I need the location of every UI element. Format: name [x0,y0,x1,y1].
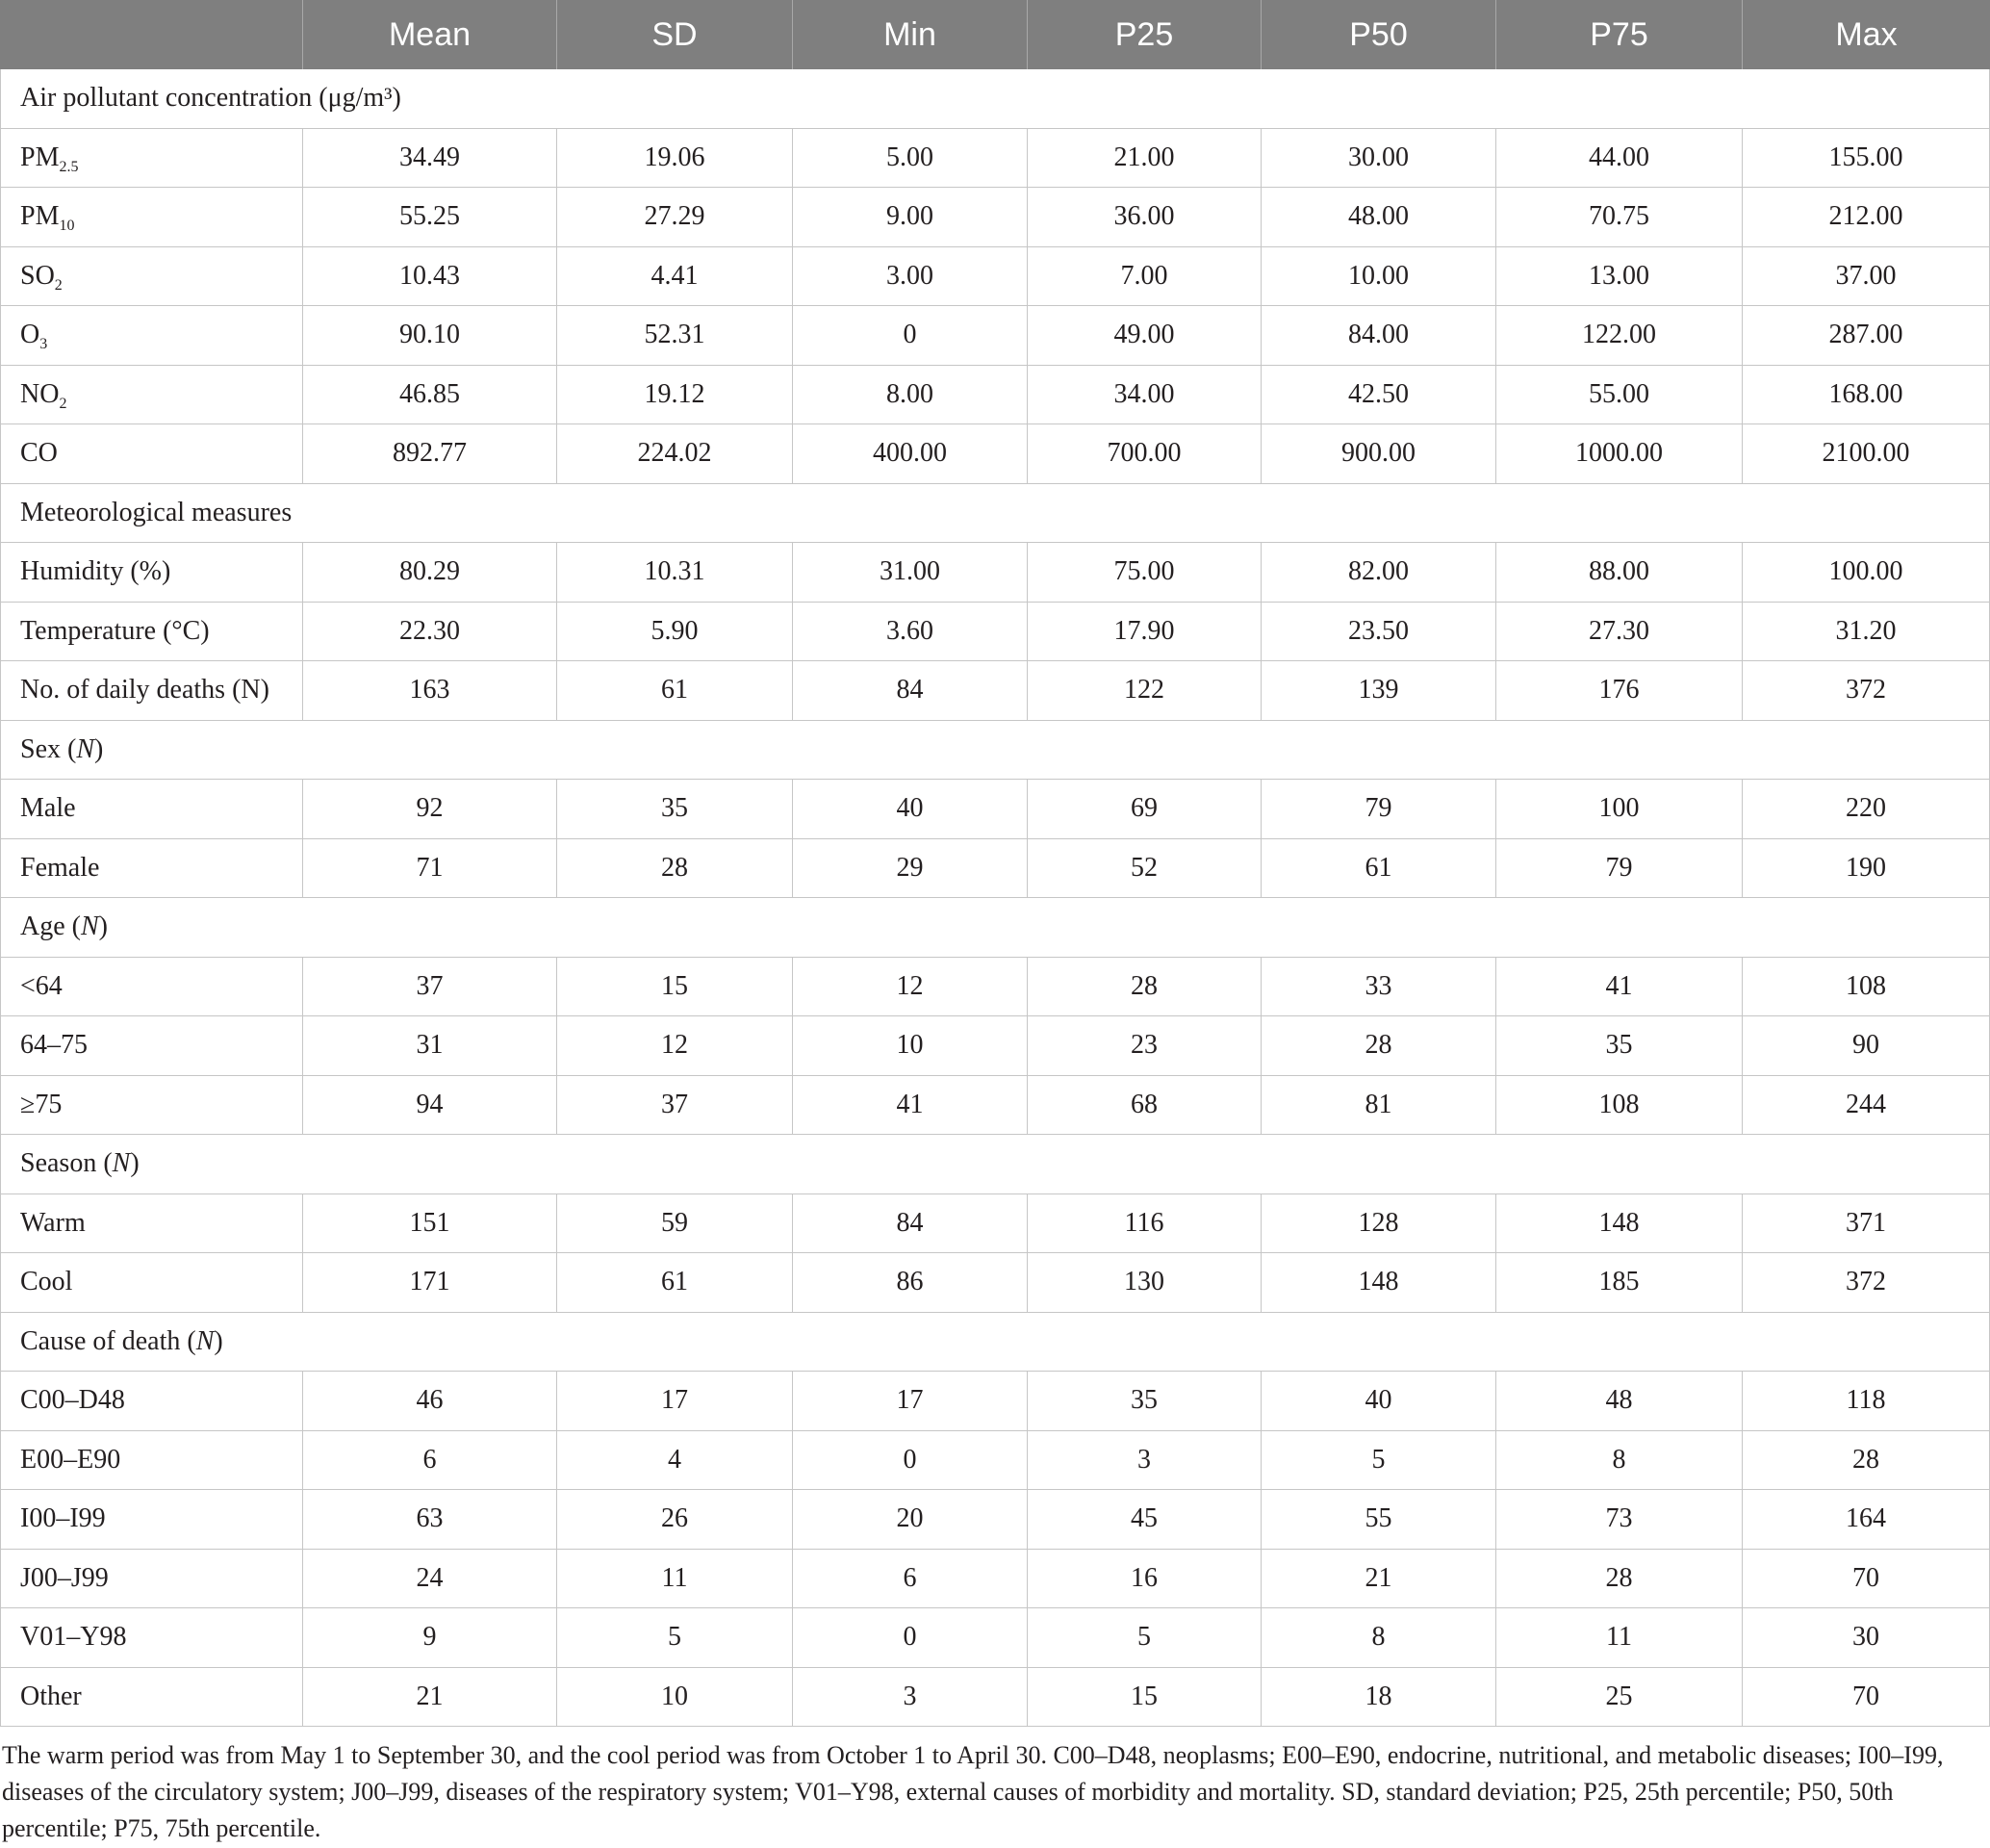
cell-sd: 37 [557,1076,793,1135]
section-title [0,721,1990,780]
cell-min: 12 [793,958,1028,1016]
cell-mean: 24 [303,1550,557,1608]
column-header-p25: P25 [1028,0,1262,69]
cell-sd: 10 [557,1668,793,1727]
cell-min: 40 [793,780,1028,838]
table-row [0,366,1990,425]
row-label-text: J00–J99 [20,1562,109,1593]
cell-p25: 28 [1028,958,1262,1016]
cell-sd: 28 [557,839,793,898]
table-row [0,1668,1990,1728]
cell-max: 164 [1743,1490,1990,1549]
section-header-row [0,721,1990,781]
cell-mean: 46 [303,1372,557,1430]
cell-max: 372 [1743,1253,1990,1312]
row-label-text: Male [20,793,76,823]
cell-p75: 41 [1496,958,1743,1016]
table-row [0,543,1990,603]
table-row [0,958,1990,1017]
cell-min: 0 [793,306,1028,365]
cell-max: 168.00 [1743,366,1990,424]
row-label-text: Warm [20,1207,86,1238]
cell-min: 84 [793,661,1028,720]
cell-p75: 73 [1496,1490,1743,1549]
table-row [0,1431,1990,1491]
row-label-text: No. of daily deaths (N) [20,675,269,705]
cell-max: 28 [1743,1431,1990,1490]
table-row [0,603,1990,662]
row-label [0,1668,303,1727]
cell-p25: 122 [1028,661,1262,720]
cell-max: 2100.00 [1743,424,1990,483]
cell-p25: 35 [1028,1372,1262,1430]
section-title-text: Age ( [20,911,81,941]
cell-p75: 88.00 [1496,543,1743,602]
table-row [0,188,1990,247]
cell-sd: 10.31 [557,543,793,602]
row-label-text: 64–75 [20,1030,88,1060]
cell-max: 155.00 [1743,129,1990,188]
cell-min: 0 [793,1431,1028,1490]
row-label [0,247,303,306]
row-label [0,1550,303,1608]
row-label [0,1372,303,1430]
cell-p50: 8 [1262,1608,1496,1667]
cell-sd: 11 [557,1550,793,1608]
cell-sd: 224.02 [557,424,793,483]
section-title-text: Air pollutant concentration (μg/m³) [20,83,401,113]
row-label-subscript: 3 [39,336,48,352]
cell-min: 3.60 [793,603,1028,661]
column-header-sd: SD [557,0,793,69]
cell-p25: 15 [1028,1668,1262,1727]
row-label-text: Female [20,852,100,883]
section-title-text: ) [94,733,104,764]
cell-p25: 700.00 [1028,424,1262,483]
cell-p50: 21 [1262,1550,1496,1608]
row-label [0,1608,303,1667]
cell-max: 100.00 [1743,543,1990,602]
row-label-subscript: 2 [54,276,63,294]
cell-sd: 17 [557,1372,793,1430]
cell-p25: 17.90 [1028,603,1262,661]
cell-p50: 900.00 [1262,424,1496,483]
cell-max: 118 [1743,1372,1990,1430]
cell-sd: 27.29 [557,188,793,246]
cell-min: 5.00 [793,129,1028,188]
cell-mean: 22.30 [303,603,557,661]
cell-p25: 23 [1028,1016,1262,1075]
cell-sd: 5.90 [557,603,793,661]
row-label-text: PM [20,141,60,172]
table-row [0,1253,1990,1313]
cell-sd: 35 [557,780,793,838]
cell-p75: 185 [1496,1253,1743,1312]
cell-p50: 42.50 [1262,366,1496,424]
row-label [0,1253,303,1312]
table-row [0,247,1990,307]
cell-p25: 49.00 [1028,306,1262,365]
cell-min: 3.00 [793,247,1028,306]
cell-min: 84 [793,1194,1028,1253]
section-header-row [0,1135,1990,1194]
cell-p50: 79 [1262,780,1496,838]
row-label [0,366,303,424]
row-label-text: O [20,320,40,349]
row-label-text: Temperature (°C) [20,615,210,646]
table-body [0,69,1990,1727]
cell-mean: 90.10 [303,306,557,365]
cell-p75: 100 [1496,780,1743,838]
cell-sd: 59 [557,1194,793,1253]
cell-p50: 81 [1262,1076,1496,1135]
section-title [0,484,1990,543]
cell-max: 31.20 [1743,603,1990,661]
section-title-text: ) [98,911,108,941]
cell-p25: 36.00 [1028,188,1262,246]
cell-mean: 9 [303,1608,557,1667]
cell-sd: 61 [557,1253,793,1312]
cell-p75: 148 [1496,1194,1743,1253]
cell-max: 212.00 [1743,188,1990,246]
table-row [0,306,1990,366]
cell-min: 3 [793,1668,1028,1727]
cell-p25: 45 [1028,1490,1262,1549]
cell-p50: 61 [1262,839,1496,898]
cell-p25: 69 [1028,780,1262,838]
section-title-text: ) [130,1148,140,1178]
cell-min: 9.00 [793,188,1028,246]
row-label-text: C00–D48 [20,1385,125,1415]
section-title-text: Cause of death ( [20,1325,196,1356]
table-footnote: The warm period was from May 1 to September 30, and the cool period was from October 1 to April 30. C00–D48, neoplasms; E00–E90, endocrine, nutritional, and metabolic diseases; I00–I99, diseases of the circulatory system; J00–J99, diseases of the respiratory system; V01–Y98, external causes of morbidity and mortality. SD, standard deviation; P25, 25th percentile; P50, 50th percentile; P75, 75th percentile. [2,1741,1944,1842]
cell-mean: 92 [303,780,557,838]
section-header-row [0,484,1990,544]
cell-sd: 61 [557,661,793,720]
table-row [0,1490,1990,1550]
row-label [0,1431,303,1490]
cell-min: 29 [793,839,1028,898]
cell-mean: 55.25 [303,188,557,246]
cell-max: 220 [1743,780,1990,838]
cell-p50: 84.00 [1262,306,1496,365]
cell-min: 17 [793,1372,1028,1430]
row-label [0,1194,303,1253]
cell-mean: 151 [303,1194,557,1253]
cell-p50: 18 [1262,1668,1496,1727]
table-row [0,1016,1990,1076]
cell-max: 372 [1743,661,1990,720]
table-row [0,424,1990,484]
row-label-text: <64 [20,970,63,1001]
cell-sd: 19.12 [557,366,793,424]
cell-p25: 130 [1028,1253,1262,1312]
row-label [0,543,303,602]
cell-sd: 26 [557,1490,793,1549]
section-title-text: Sex ( [20,733,77,764]
row-label [0,958,303,1016]
cell-min: 10 [793,1016,1028,1075]
cell-p75: 44.00 [1496,129,1743,188]
cell-p25: 34.00 [1028,366,1262,424]
cell-p75: 8 [1496,1431,1743,1490]
cell-max: 90 [1743,1016,1990,1075]
column-header-max: Max [1835,16,1898,53]
cell-mean: 31 [303,1016,557,1075]
row-label [0,839,303,898]
cell-p25: 21.00 [1028,129,1262,188]
cell-p25: 5 [1028,1608,1262,1667]
cell-mean: 6 [303,1431,557,1490]
cell-p25: 3 [1028,1431,1262,1490]
table-row [0,1550,1990,1609]
cell-max: 244 [1743,1076,1990,1135]
cell-sd: 4 [557,1431,793,1490]
section-title-text: Season ( [20,1148,113,1178]
section-title [0,1313,1990,1372]
column-header-min: Min [793,0,1028,69]
cell-p50: 128 [1262,1194,1496,1253]
row-label [0,129,303,188]
cell-p75: 13.00 [1496,247,1743,306]
section-title-unit: N [195,1325,215,1356]
cell-p75: 108 [1496,1076,1743,1135]
column-header-mean: Mean [303,0,557,69]
row-label [0,603,303,661]
row-label [0,424,303,483]
cell-p50: 139 [1262,661,1496,720]
row-label-text: CO [20,438,58,468]
cell-p25: 75.00 [1028,543,1262,602]
cell-p75: 27.30 [1496,603,1743,661]
cell-max: 37.00 [1743,247,1990,306]
cell-p50: 33 [1262,958,1496,1016]
row-label-text: ≥75 [20,1089,63,1119]
cell-max: 108 [1743,958,1990,1016]
cell-mean: 21 [303,1668,557,1727]
row-label-text: SO [20,260,55,291]
section-title [0,69,1990,128]
cell-mean: 171 [303,1253,557,1312]
cell-p25: 16 [1028,1550,1262,1608]
cell-mean: 34.49 [303,129,557,188]
row-label [0,661,303,720]
row-label-text: I00–I99 [20,1503,106,1533]
column-header-p75: P75 [1496,0,1743,69]
section-title-text: Meteorological measures [20,497,293,527]
cell-p75: 48 [1496,1372,1743,1430]
row-label-text: Humidity (%) [20,556,171,586]
cell-p50: 5 [1262,1431,1496,1490]
cell-max: 70 [1743,1668,1990,1727]
cell-p75: 70.75 [1496,188,1743,246]
cell-p75: 28 [1496,1550,1743,1608]
cell-p50: 10.00 [1262,247,1496,306]
table-row [0,1194,1990,1254]
row-label [0,188,303,246]
row-label-subscript: 2 [59,395,67,412]
table-row [0,780,1990,839]
cell-min: 86 [793,1253,1028,1312]
cell-sd: 19.06 [557,129,793,188]
cell-min: 400.00 [793,424,1028,483]
cell-p25: 7.00 [1028,247,1262,306]
table-row [0,1076,1990,1136]
cell-p75: 176 [1496,661,1743,720]
cell-max: 371 [1743,1194,1990,1253]
table-row [0,839,1990,899]
cell-p75: 122.00 [1496,306,1743,365]
cell-p50: 40 [1262,1372,1496,1430]
section-title-unit: N [112,1148,131,1178]
cell-min: 41 [793,1076,1028,1135]
cell-max: 287.00 [1743,306,1990,365]
row-label-subscript: 10 [59,218,75,234]
table-row [0,1608,1990,1668]
cell-sd: 4.41 [557,247,793,306]
column-header-p50: P50 [1262,0,1496,69]
section-title-text: ) [214,1325,223,1356]
cell-p75: 79 [1496,839,1743,898]
cell-mean: 80.29 [303,543,557,602]
cell-max: 70 [1743,1550,1990,1608]
cell-p25: 52 [1028,839,1262,898]
cell-p50: 23.50 [1262,603,1496,661]
cell-sd: 5 [557,1608,793,1667]
row-label-text: Cool [20,1267,73,1296]
cell-mean: 71 [303,839,557,898]
row-label [0,1490,303,1549]
table-row [0,661,1990,721]
cell-p75: 25 [1496,1668,1743,1727]
row-label [0,780,303,838]
row-label-text: E00–E90 [20,1444,121,1475]
cell-mean: 892.77 [303,424,557,483]
cell-max: 30 [1743,1608,1990,1667]
section-header-row [0,1313,1990,1373]
cell-min: 20 [793,1490,1028,1549]
cell-min: 6 [793,1550,1028,1608]
cell-mean: 63 [303,1490,557,1549]
cell-max: 190 [1743,839,1990,898]
row-label-text: Other [20,1681,82,1711]
table-row [0,129,1990,189]
cell-min: 8.00 [793,366,1028,424]
cell-mean: 94 [303,1076,557,1135]
cell-mean: 10.43 [303,247,557,306]
row-label-text: PM [20,201,60,231]
cell-p50: 82.00 [1262,543,1496,602]
row-label [0,306,303,365]
cell-p75: 35 [1496,1016,1743,1075]
cell-mean: 46.85 [303,366,557,424]
cell-p50: 30.00 [1262,129,1496,188]
cell-p75: 55.00 [1496,366,1743,424]
section-header-row [0,69,1990,129]
section-title-unit: N [80,911,99,941]
section-header-row [0,898,1990,958]
cell-p50: 55 [1262,1490,1496,1549]
cell-sd: 15 [557,958,793,1016]
cell-p25: 116 [1028,1194,1262,1253]
row-label-subscript: 2.5 [59,158,79,175]
row-label-text: NO [20,378,60,409]
table-header-row [0,0,1990,69]
section-title [0,898,1990,957]
row-label [0,1076,303,1135]
cell-sd: 52.31 [557,306,793,365]
section-title-unit: N [76,733,95,764]
cell-p25: 68 [1028,1076,1262,1135]
cell-p50: 48.00 [1262,188,1496,246]
cell-p50: 148 [1262,1253,1496,1312]
cell-mean: 163 [303,661,557,720]
cell-p50: 28 [1262,1016,1496,1075]
cell-min: 0 [793,1608,1028,1667]
cell-p75: 11 [1496,1608,1743,1667]
cell-mean: 37 [303,958,557,1016]
section-title [0,1135,1990,1194]
cell-sd: 12 [557,1016,793,1075]
row-label-text: V01–Y98 [20,1622,127,1652]
cell-min: 31.00 [793,543,1028,602]
cell-p75: 1000.00 [1496,424,1743,483]
row-label [0,1016,303,1075]
table-row [0,1372,1990,1431]
column-header-blank [0,0,303,69]
